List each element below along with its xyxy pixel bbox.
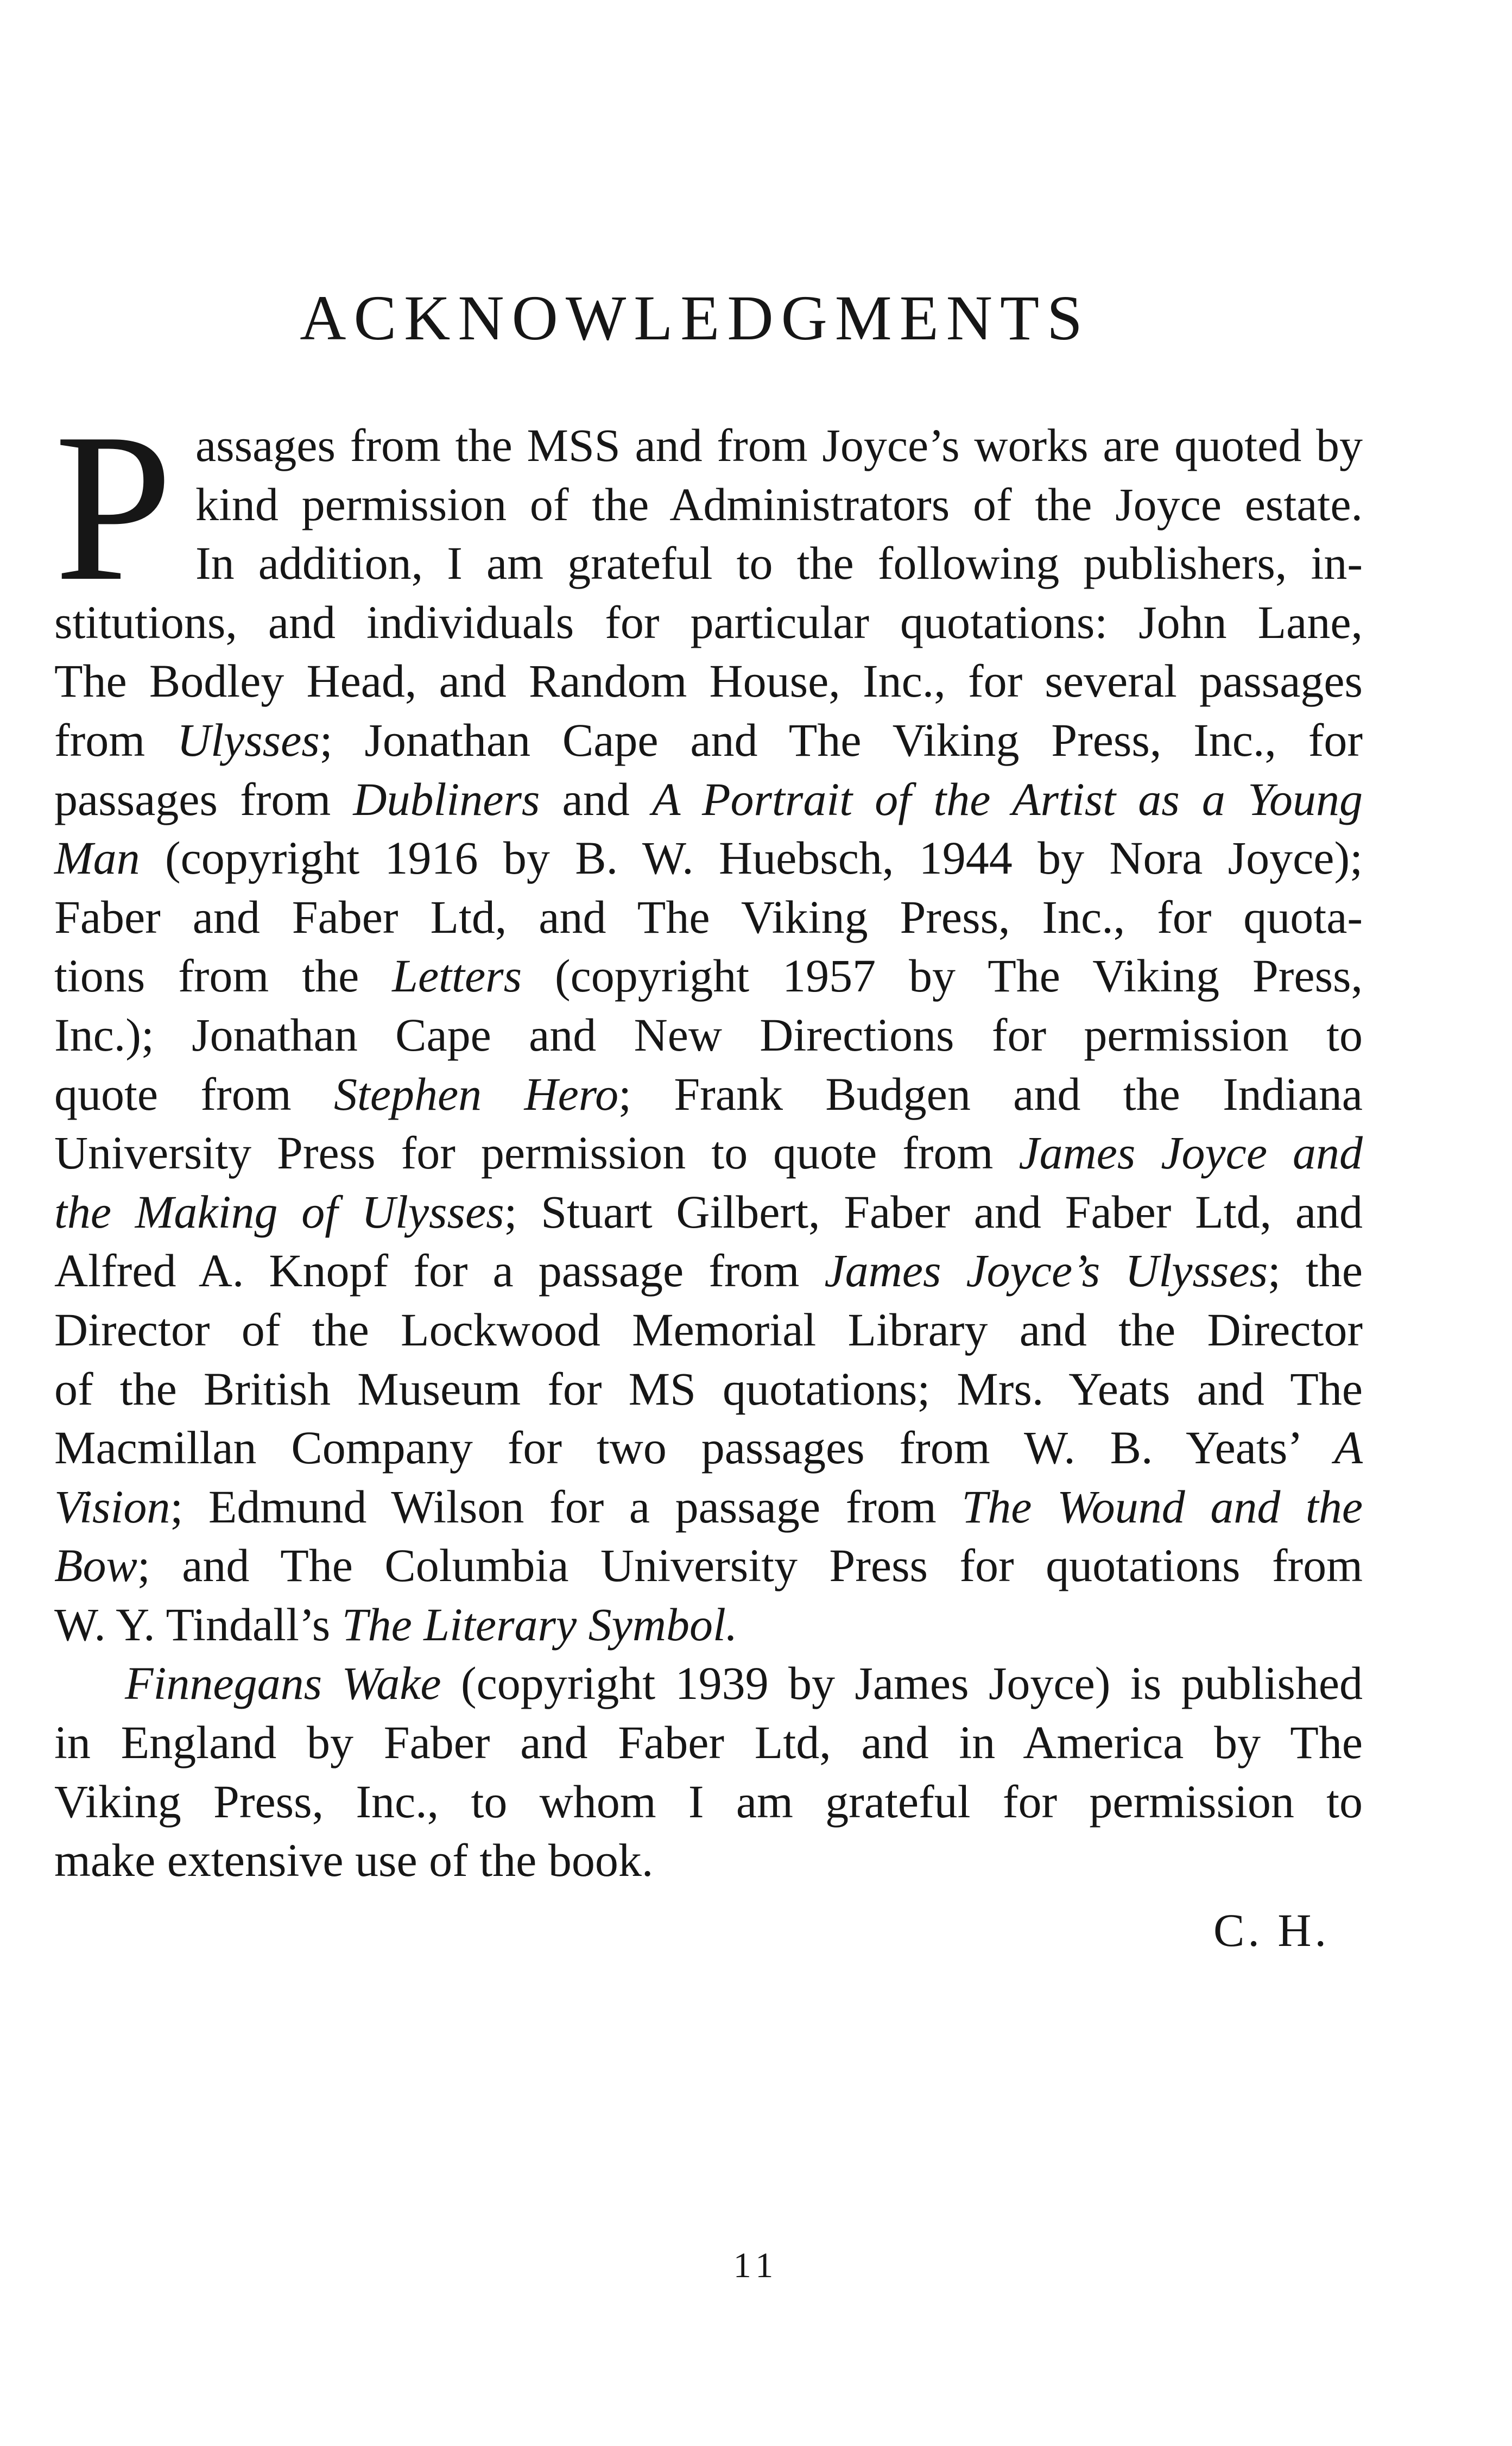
text-line bbox=[54, 1536, 1363, 1595]
text-run: tions from the bbox=[54, 950, 393, 1002]
italic-title-text: A Portrait of the Artist as a Young bbox=[651, 773, 1363, 825]
italic-title-text: The Literary Symbol. bbox=[341, 1598, 738, 1651]
italic-title-text: A bbox=[1334, 1421, 1363, 1474]
text-run: Faber and Faber Ltd, and The Viking Press, Inc., for quota- bbox=[54, 890, 1363, 943]
text-run: University Press for permission to quote from bbox=[54, 1127, 1019, 1179]
text-line bbox=[54, 1360, 1363, 1419]
text-line bbox=[195, 475, 1363, 534]
text-line bbox=[54, 829, 1363, 888]
text-line bbox=[54, 1772, 1363, 1831]
text-run: Macmillan Company for two passages from W. B. Yeats’ bbox=[54, 1421, 1334, 1474]
text-run: ; Edmund Wilson for a passage from bbox=[170, 1480, 962, 1533]
signature-initials: C. H. bbox=[1213, 1904, 1330, 1956]
text-line bbox=[54, 946, 1363, 1006]
text-run: ; the bbox=[1267, 1244, 1363, 1297]
text-run: W. Y. Tindall’s bbox=[54, 1598, 342, 1651]
italic-title-text: The Wound and the bbox=[961, 1480, 1363, 1533]
text-run: Inc.); Jonathan Cape and New Directions for permission to bbox=[54, 1008, 1363, 1061]
text-run: In addition, I am grateful to the following publishers, in- bbox=[195, 537, 1363, 590]
text-run: (copyright 1957 by The Viking Press, bbox=[522, 950, 1363, 1002]
text-run: (copyright 1916 by B. W. Huebsch, 1944 by Nora Joyce); bbox=[140, 832, 1363, 884]
text-line bbox=[54, 1418, 1363, 1477]
text-line bbox=[54, 1654, 1363, 1713]
italic-title-text: Letters bbox=[392, 950, 522, 1002]
text-run: Viking Press, Inc., to whom I am grateful for permission to bbox=[54, 1775, 1363, 1828]
text-run: Director of the Lockwood Memorial Library and the Director bbox=[54, 1303, 1363, 1356]
text-run: and bbox=[540, 773, 652, 825]
page-title: ACKNOWLEDGMENTS bbox=[300, 282, 1090, 353]
text-line bbox=[54, 1477, 1363, 1537]
text-line bbox=[54, 1713, 1363, 1772]
text-run: quote from bbox=[54, 1067, 334, 1120]
text-run: in England by Faber and Faber Ltd, and in America by The bbox=[54, 1716, 1363, 1769]
text-run: kind permission of the Administrators of the Joyce estate. bbox=[195, 478, 1363, 530]
text-line bbox=[54, 1595, 1363, 1654]
text-run: ; Jonathan Cape and The Viking Press, Inc., for bbox=[319, 713, 1363, 766]
text-run: passages from bbox=[54, 773, 353, 825]
text-line bbox=[54, 593, 1363, 652]
text-run: assages from the MSS and from Joyce’s works are quoted by bbox=[195, 419, 1363, 471]
text-run: The Bodley Head, and Random House, Inc., for several passages bbox=[54, 655, 1363, 707]
text-line bbox=[54, 1300, 1363, 1360]
text-line bbox=[54, 1831, 1363, 1890]
text-line bbox=[54, 1006, 1363, 1065]
italic-title-text: Bow bbox=[54, 1539, 137, 1592]
paragraph-2 bbox=[54, 1654, 1363, 1889]
text-run: (copyright 1939 by James Joyce) is published bbox=[441, 1657, 1363, 1710]
italic-title-text: Man bbox=[54, 832, 140, 884]
text-line bbox=[54, 770, 1363, 829]
text-run: from bbox=[54, 713, 177, 766]
text-line bbox=[54, 1065, 1363, 1124]
drop-cap: P bbox=[54, 389, 173, 625]
italic-title-text: Ulysses bbox=[176, 713, 320, 766]
italic-title-text: Dubliners bbox=[353, 773, 540, 825]
text-run: Alfred A. Knopf for a passage from bbox=[54, 1244, 825, 1297]
acknowledgments-body bbox=[54, 389, 1363, 1890]
italic-title-text: the Making of Ulysses bbox=[54, 1185, 504, 1238]
italic-title-text: Vision bbox=[54, 1480, 170, 1533]
text-run: ; and The Columbia University Press for quotations from bbox=[137, 1539, 1363, 1592]
text-line bbox=[54, 1183, 1363, 1242]
text-line bbox=[195, 534, 1363, 593]
text-line bbox=[54, 1241, 1363, 1300]
text-run: make extensive use of the book. bbox=[54, 1834, 654, 1887]
italic-title-text: Stephen Hero bbox=[333, 1067, 619, 1120]
text-line bbox=[195, 416, 1363, 475]
italic-title-text: James Joyce’s Ulysses bbox=[824, 1244, 1268, 1297]
italic-title-text: James Joyce and bbox=[1018, 1127, 1363, 1179]
page-number: 11 bbox=[733, 2246, 779, 2285]
text-line bbox=[54, 652, 1363, 711]
text-line bbox=[54, 711, 1363, 770]
italic-title-text: Finnegans Wake bbox=[125, 1657, 441, 1710]
text-line bbox=[54, 888, 1363, 947]
paragraph-1 bbox=[54, 389, 1363, 1654]
text-run: ; Stuart Gilbert, Faber and Faber Ltd, and bbox=[504, 1185, 1363, 1238]
text-run: stitutions, and individuals for particular quotations: John Lane, bbox=[54, 596, 1363, 648]
text-line bbox=[54, 1123, 1363, 1183]
text-run: ; Frank Budgen and the Indiana bbox=[618, 1067, 1363, 1120]
text-run: of the British Museum for MS quotations; Mrs. Yeats and The bbox=[54, 1362, 1363, 1415]
